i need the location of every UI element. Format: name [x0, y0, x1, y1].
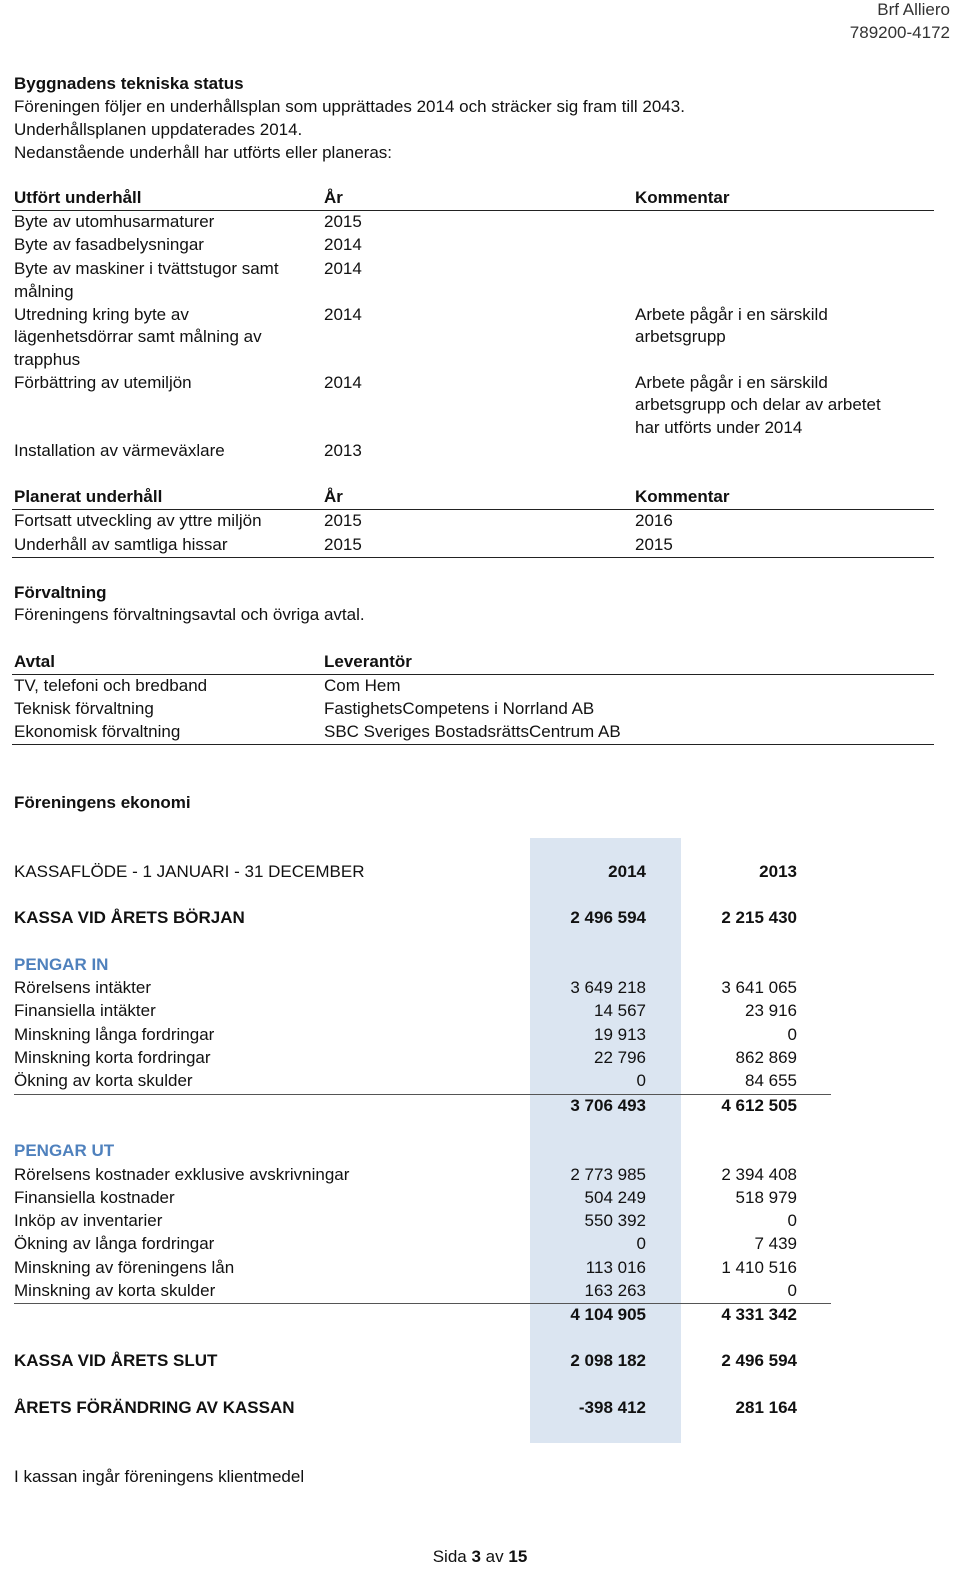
table-row-year: 2014: [324, 305, 362, 324]
cashflow-label: KASSAFLÖDE - 1 JANUARI - 31 DECEMBER: [14, 862, 365, 881]
status-line-1: Föreningen följer en underhållsplan som upprättades 2014 och sträcker sig fram till 2043.: [14, 97, 685, 116]
table-row-lev: FastighetsCompetens i Norrland AB: [324, 699, 595, 718]
out-total-v1: 4 104 905: [570, 1305, 646, 1324]
table-row-year: 2015: [324, 212, 362, 231]
list-item-v1: 19 913: [594, 1025, 646, 1044]
done-header-name: Utfört underhåll: [14, 188, 142, 207]
list-item-v2: 84 655: [745, 1071, 797, 1090]
list-item-v2: 0: [787, 1025, 797, 1044]
planned-header-name: Planerat underhåll: [14, 487, 163, 506]
table-row-year: 2014: [324, 259, 362, 278]
list-item-v2: 7 439: [754, 1234, 797, 1253]
done-header-year: År: [324, 188, 343, 207]
list-item-v2: 23 916: [745, 1001, 797, 1020]
list-item-v2: 862 869: [735, 1048, 797, 1067]
page-footer: [0, 1547, 960, 1567]
end-v2: 2 496 594: [721, 1351, 797, 1370]
done-header-comment: Kommentar: [635, 188, 730, 207]
list-item-v1: 113 016: [585, 1258, 646, 1277]
table-row-lev: Com Hem: [324, 676, 401, 695]
footer-prefix: Sida: [432, 1547, 467, 1566]
end-label: KASSA VID ÅRETS SLUT: [14, 1351, 218, 1370]
list-item-v2: 518 979: [735, 1188, 797, 1207]
page-header: [850, 0, 950, 44]
table-row-comment: har utförts under 2014: [635, 418, 803, 437]
list-item-v1: 163 263: [584, 1281, 646, 1300]
economy-title: Föreningens ekonomi: [14, 793, 191, 812]
list-item-v2: 3 641 065: [721, 978, 797, 997]
out-total-rule: [14, 1303, 831, 1304]
table-row-year: 2013: [324, 441, 362, 460]
table-row-lev: SBC Sveriges BostadsrättsCentrum AB: [324, 722, 621, 741]
list-item: Minskning korta fordringar: [14, 1048, 211, 1067]
table-row: TV, telefoni och bredband: [14, 676, 208, 695]
footer-page: 3: [471, 1547, 481, 1566]
list-item-v1: 22 796: [594, 1048, 646, 1067]
admin-bottom-rule: [12, 744, 934, 745]
list-item: Minskning av föreningens lån: [14, 1258, 235, 1277]
table-row: Fortsatt utveckling av yttre miljön: [14, 511, 262, 530]
year-current: 2014: [608, 862, 646, 881]
in-total-rule: [14, 1094, 831, 1095]
start-v2: 2 215 430: [721, 908, 797, 927]
list-item-v2: 1 410 516: [721, 1258, 797, 1277]
table-row: Byte av fasadbelysningar: [14, 235, 204, 254]
table-row: Installation av värmeväxlare: [14, 441, 225, 460]
table-row: Ekonomisk förvaltning: [14, 722, 181, 741]
table-row-comment: Arbete pågår i en särskild: [635, 373, 828, 392]
planned-header-rule: [12, 509, 934, 510]
list-item-v2: 0: [787, 1211, 797, 1230]
list-item: Minskning av korta skulder: [14, 1281, 216, 1300]
table-row: Byte av utomhusarmaturer: [14, 212, 215, 231]
in-total-v1: 3 706 493: [570, 1096, 646, 1115]
list-item-v1: 2 773 985: [570, 1165, 646, 1184]
table-row: Utredning kring byte av: [14, 305, 189, 324]
list-item-v1: 3 649 218: [570, 978, 646, 997]
table-row-year: 2015: [324, 511, 362, 530]
economy-note: I kassan ingår föreningens klientmedel: [14, 1467, 305, 1486]
table-row-cont: trapphus: [14, 350, 81, 369]
table-row-comment: arbetsgrupp och delar av arbetet: [635, 395, 881, 414]
change-v2: 281 164: [735, 1398, 797, 1417]
list-item-v1: 0: [636, 1071, 646, 1090]
list-item-v2: 2 394 408: [721, 1165, 797, 1184]
list-item: Rörelsens kostnader exklusive avskrivningar: [14, 1165, 350, 1184]
footer-total: 15: [508, 1547, 528, 1566]
list-item-v1: 14 567: [594, 1001, 646, 1020]
list-item: Rörelsens intäkter: [14, 978, 152, 997]
start-label: KASSA VID ÅRETS BÖRJAN: [14, 908, 245, 927]
status-line-2: Underhållsplanen uppdaterades 2014.: [14, 120, 303, 139]
table-row-year: 2014: [324, 235, 362, 254]
start-v1: 2 496 594: [570, 908, 646, 927]
admin-title: Förvaltning: [14, 583, 107, 602]
end-v1: 2 098 182: [570, 1351, 646, 1370]
table-row: Förbättring av utemiljön: [14, 373, 192, 392]
list-item: Minskning långa fordringar: [14, 1025, 215, 1044]
out-total-v2: 4 331 342: [721, 1305, 797, 1324]
admin-header-lev: Leverantör: [324, 652, 412, 671]
org-number: 789200-4172: [849, 23, 950, 42]
list-item-v1: 0: [636, 1234, 646, 1253]
planned-header-comment: Kommentar: [635, 487, 730, 506]
table-row: Underhåll av samtliga hissar: [14, 535, 228, 554]
table-row-cont: målning: [14, 282, 74, 301]
table-row: Byte av maskiner i tvättstugor samt: [14, 259, 279, 278]
list-item: Ökning av långa fordringar: [14, 1234, 215, 1253]
table-row-comment: arbetsgrupp: [635, 327, 726, 346]
org-name: Brf Alliero: [877, 0, 950, 19]
table-row-comment: 2015: [635, 535, 673, 554]
planned-bottom-rule: [12, 557, 934, 558]
list-item-v2: 0: [787, 1281, 797, 1300]
admin-text: Föreningens förvaltningsavtal och övriga avtal.: [14, 605, 365, 624]
admin-header-rule: [12, 674, 934, 675]
list-item: Finansiella kostnader: [14, 1188, 175, 1207]
table-row-cont: lägenhetsdörrar samt målning av: [14, 327, 262, 346]
in-title: PENGAR IN: [14, 955, 109, 974]
list-item: Ökning av korta skulder: [14, 1071, 193, 1090]
done-header-rule: [12, 210, 934, 211]
footer-mid: av: [485, 1547, 504, 1566]
change-v1: -398 412: [578, 1398, 646, 1417]
planned-header-year: År: [324, 487, 343, 506]
list-item: Inköp av inventarier: [14, 1211, 163, 1230]
status-line-3: Nedanstående underhåll har utförts eller planeras:: [14, 143, 393, 162]
table-row-year: 2015: [324, 535, 362, 554]
in-total-v2: 4 612 505: [721, 1096, 797, 1115]
change-label: ÅRETS FÖRÄNDRING AV KASSAN: [14, 1398, 295, 1417]
table-row-comment: Arbete pågår i en särskild: [635, 305, 828, 324]
out-title: PENGAR UT: [14, 1141, 115, 1160]
table-row-comment: 2016: [635, 511, 673, 530]
table-row-year: 2014: [324, 373, 362, 392]
list-item-v1: 504 249: [584, 1188, 646, 1207]
year-previous: 2013: [759, 862, 797, 881]
table-row: Teknisk förvaltning: [14, 699, 154, 718]
list-item: Finansiella intäkter: [14, 1001, 156, 1020]
admin-header-avtal: Avtal: [14, 652, 55, 671]
status-title: Byggnadens tekniska status: [14, 74, 244, 93]
list-item-v1: 550 392: [584, 1211, 646, 1230]
